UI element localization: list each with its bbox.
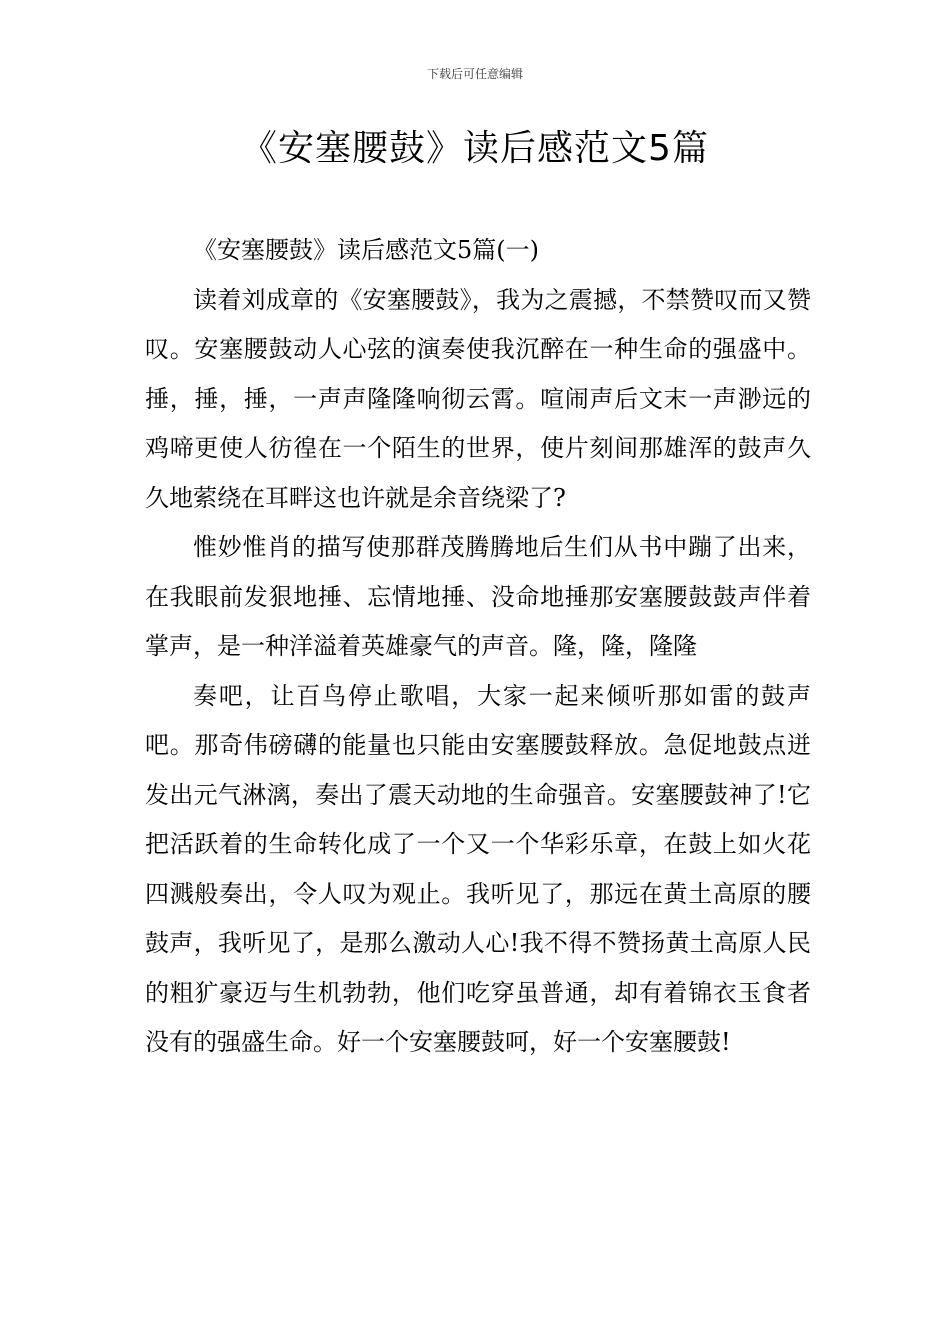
document-title: 《安塞腰鼓》读后感范文5篇 [241,128,709,169]
paragraph-2: 惟妙惟肖的描写使那群茂腾腾地后生们从书中蹦了出来，在我眼前发狠地捶、忘情地捶、没命地捶那安塞腰鼓鼓声伴着掌声，是一种洋溢着英雄豪气的声音。隆，隆，隆隆 [145,533,811,660]
paragraph-3: 奏吧，让百鸟停止歌唱，大家一起来倾听那如雷的鼓声吧。那奇伟磅礴的能量也只能由安塞腰鼓释放。急促地鼓点迸发出元气淋漓，奏出了震天动地的生命强音。安塞腰鼓神了!它把活跃着的生命转化成了一个又一个华彩乐章，在鼓上如火花四溅般奏出，令人叹为观止。我听见了，那远在黄土高原的腰鼓声，我听见了，是那么激动人心!我不得不赞扬黄土高原人民的粗犷豪迈与生机勃勃，他们吃穿虽普通，却有着锦衣玉食者没有的强盛生命。好一个安塞腰鼓呵，好一个安塞腰鼓! [145,681,811,1056]
paragraph-1: 读着刘成章的《安塞腰鼓》，我为之震撼，不禁赞叹而又赞叹。安塞腰鼓动人心弦的演奏使我沉醉在一种生命的强盛中。捶，捶，捶，一声声隆隆响彻云霄。喧闹声后文末一声渺远的鸡啼更使人彷徨在一个陌生的世界，使片刻间那雄浑的鼓声久久地萦绕在耳畔这也许就是余音绕梁了? [145,285,811,512]
section-heading: 《安塞腰鼓》读后感范文5篇(一) [193,236,539,264]
header-note: 下载后可任意编辑 [426,67,523,81]
document-body [145,226,811,1068]
